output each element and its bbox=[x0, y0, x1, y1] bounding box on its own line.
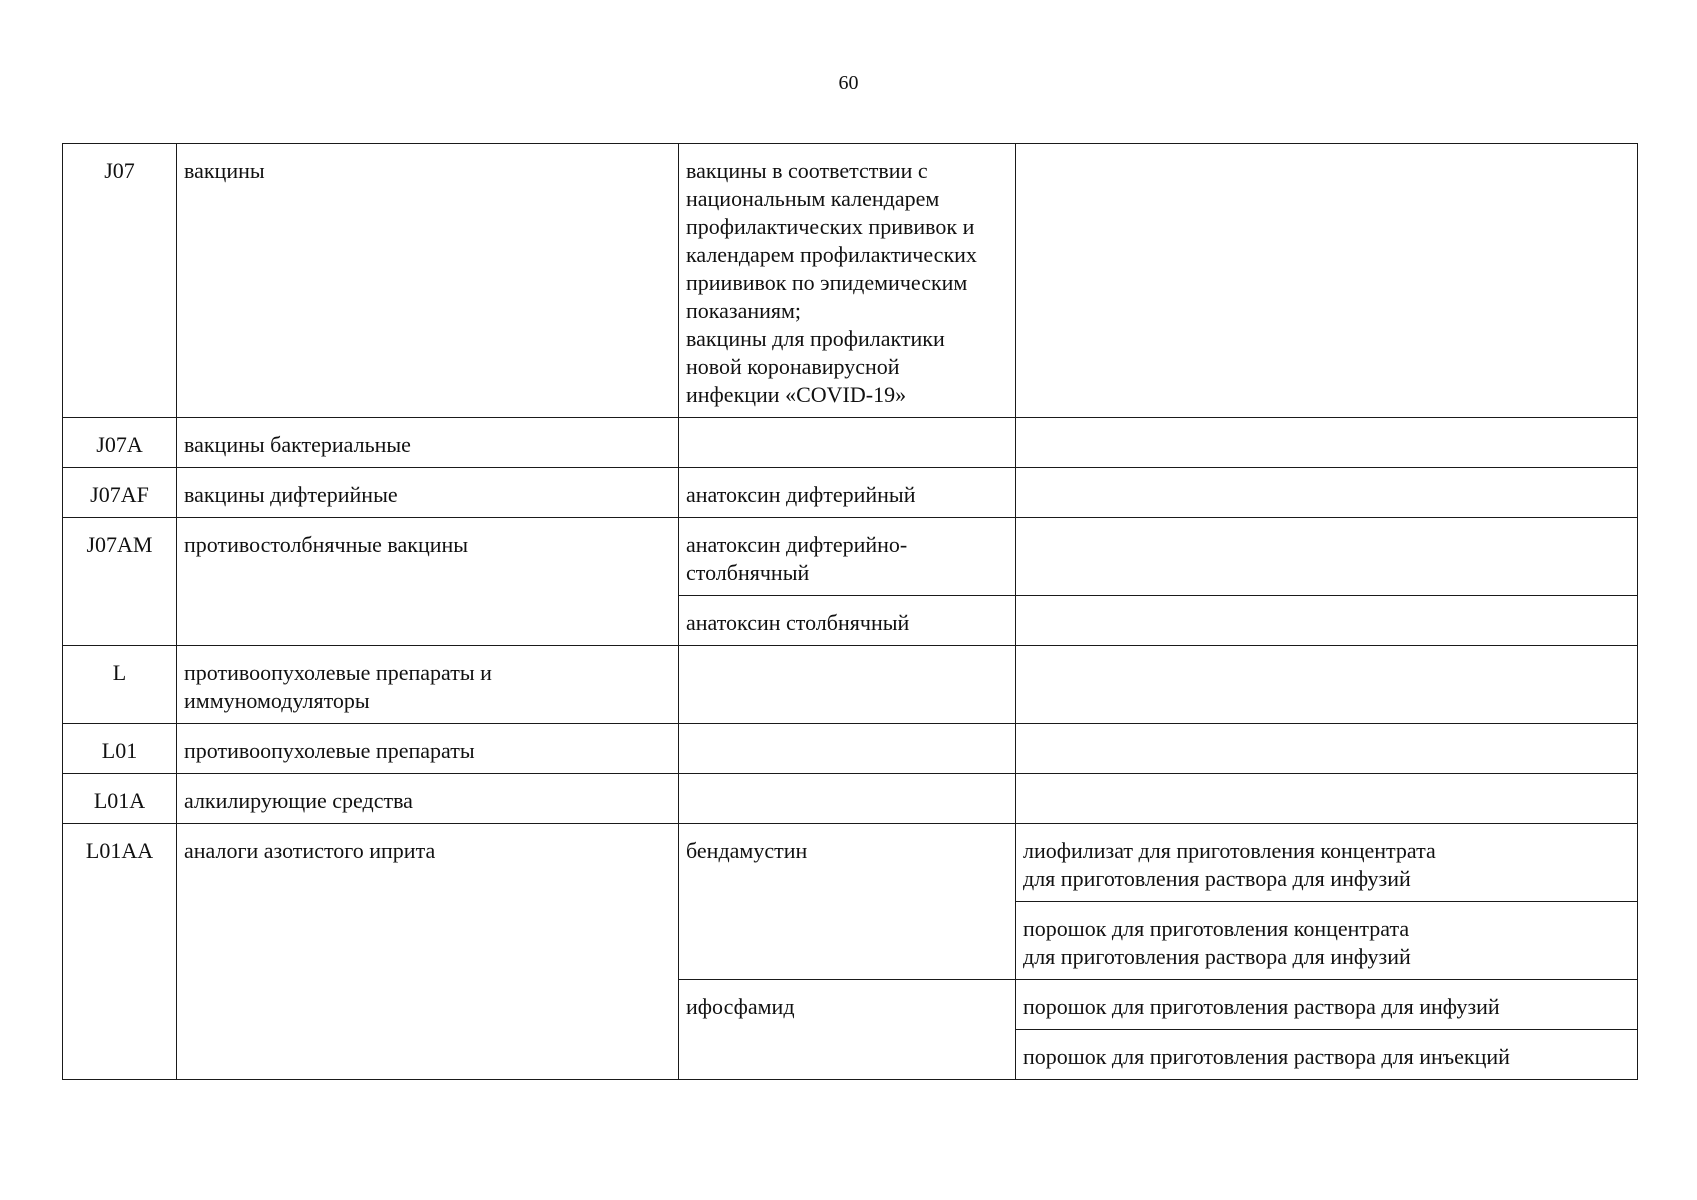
table-row bbox=[63, 824, 1638, 902]
dosage-form-cell bbox=[1016, 596, 1638, 646]
dosage-form-cell: порошок для приготовления концентрата для приготовления раствора для инфузий bbox=[1016, 902, 1638, 980]
table-row bbox=[63, 468, 1638, 518]
atc-group-cell: алкилирующие средства bbox=[177, 774, 679, 824]
dosage-form-cell bbox=[1016, 774, 1638, 824]
atc-group-cell: противоопухолевые препараты bbox=[177, 724, 679, 774]
table-row bbox=[63, 144, 1638, 418]
atc-code-cell: J07 bbox=[63, 144, 177, 418]
drug-name-cell: анатоксин дифтерийно- столбнячный bbox=[679, 518, 1016, 596]
dosage-form-cell: порошок для приготовления раствора для инфузий bbox=[1016, 980, 1638, 1030]
dosage-form-cell bbox=[1016, 418, 1638, 468]
drug-table bbox=[62, 143, 1638, 1080]
dosage-form-cell bbox=[1016, 646, 1638, 724]
drug-name-cell: бендамустин bbox=[679, 824, 1016, 980]
atc-code-cell: L01A bbox=[63, 774, 177, 824]
dosage-form-cell bbox=[1016, 468, 1638, 518]
table-row bbox=[63, 724, 1638, 774]
dosage-form-cell bbox=[1016, 518, 1638, 596]
drug-name-cell: анатоксин столбнячный bbox=[679, 596, 1016, 646]
drug-name-cell bbox=[679, 724, 1016, 774]
dosage-form-cell: порошок для приготовления раствора для инъекций bbox=[1016, 1030, 1638, 1080]
atc-group-cell: противостолбнячные вакцины bbox=[177, 518, 679, 646]
dosage-form-cell: лиофилизат для приготовления концентрата для приготовления раствора для инфузий bbox=[1016, 824, 1638, 902]
atc-code-cell: L bbox=[63, 646, 177, 724]
atc-code-cell: L01 bbox=[63, 724, 177, 774]
drug-name-cell bbox=[679, 774, 1016, 824]
atc-code-cell: J07AM bbox=[63, 518, 177, 646]
drug-name-cell: ифосфамид bbox=[679, 980, 1016, 1080]
drug-name-cell bbox=[679, 646, 1016, 724]
atc-code-cell: J07A bbox=[63, 418, 177, 468]
dosage-form-cell bbox=[1016, 724, 1638, 774]
drug-name-cell: анатоксин дифтерийный bbox=[679, 468, 1016, 518]
dosage-form-cell bbox=[1016, 144, 1638, 418]
atc-code-cell: L01AA bbox=[63, 824, 177, 1080]
atc-group-cell: вакцины бактериальные bbox=[177, 418, 679, 468]
table-body bbox=[63, 144, 1638, 1080]
table-row bbox=[63, 518, 1638, 596]
atc-group-cell: аналоги азотистого иприта bbox=[177, 824, 679, 1080]
drug-name-cell: вакцины в соответствии с национальным календарем профилактических прививок и календарем профилактических приививок по эпидемическим показаниям; вакцины для профилактики новой коронавирусной инфекции «COVID-19» bbox=[679, 144, 1016, 418]
atc-group-cell: вакцины bbox=[177, 144, 679, 418]
atc-group-cell: противоопухолевые препараты и иммуномодуляторы bbox=[177, 646, 679, 724]
page-number: 60 bbox=[838, 72, 859, 94]
atc-group-cell: вакцины дифтерийные bbox=[177, 468, 679, 518]
table-row bbox=[63, 646, 1638, 724]
drug-name-cell bbox=[679, 418, 1016, 468]
table-row bbox=[63, 418, 1638, 468]
atc-code-cell: J07AF bbox=[63, 468, 177, 518]
table-row bbox=[63, 774, 1638, 824]
